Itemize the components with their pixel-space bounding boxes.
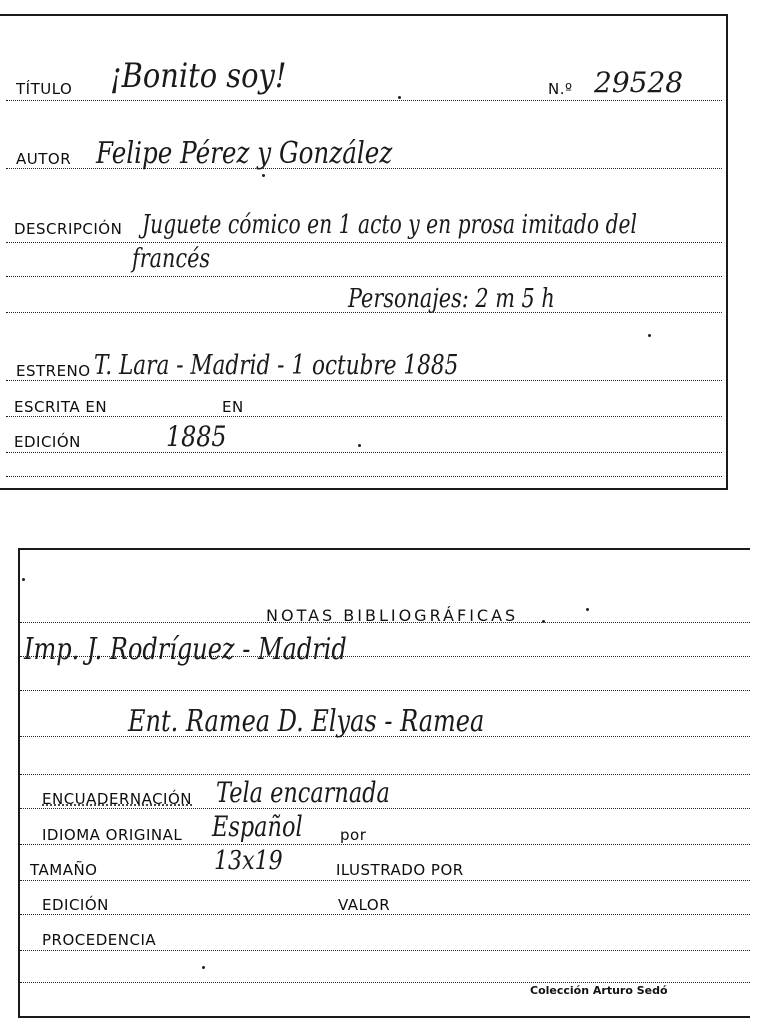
numero-value: 29528 xyxy=(594,66,684,99)
speck xyxy=(202,966,205,969)
tamano-value: 13x19 xyxy=(214,846,283,876)
idioma-original-value: Español xyxy=(212,810,303,843)
rule-procedencia xyxy=(20,950,750,951)
autor-value: Felipe Pérez y González xyxy=(96,136,393,171)
rule-note-4 xyxy=(20,774,750,775)
collection-credit: Colección Arturo Sedó xyxy=(530,984,668,997)
note-line-1: Imp. J. Rodríguez - Madrid xyxy=(24,632,347,667)
titulo-value: ¡Bonito soy! xyxy=(110,56,287,96)
rule-tamano xyxy=(20,880,750,881)
speck xyxy=(358,444,361,447)
encuadernacion-value: Tela encarnada xyxy=(216,776,390,809)
personajes-value: Personajes: 2 m 5 h xyxy=(348,284,555,314)
rule-titulo xyxy=(6,100,722,101)
speck xyxy=(648,334,651,337)
speck xyxy=(22,578,25,581)
rule-edicion xyxy=(20,914,750,915)
descripcion-label: DESCRIPCIÓN xyxy=(14,220,123,238)
rule-bottom xyxy=(20,982,750,983)
edicion-label-2: EDICIÓN xyxy=(42,896,109,914)
rule-bottom xyxy=(6,476,722,477)
descripcion-value-line2: francés xyxy=(132,244,211,274)
ilustrado-por-label: ILUSTRADO POR xyxy=(336,861,464,879)
autor-label: AUTOR xyxy=(16,150,72,168)
estreno-label: ESTRENO xyxy=(16,362,91,380)
en-label: EN xyxy=(222,398,244,416)
descripcion-value-line1: Juguete cómico en 1 acto y en prosa imitado del xyxy=(142,210,638,240)
idioma-original-label: IDIOMA ORIGINAL xyxy=(42,826,183,844)
rule-descripcion xyxy=(6,242,722,243)
notas-heading: NOTAS BIBLIOGRÁFICAS xyxy=(266,606,519,625)
escrita-en-label: ESCRITA EN xyxy=(14,398,108,416)
estreno-value: T. Lara - Madrid - 1 octubre 1885 xyxy=(94,350,459,381)
numero-label: N.º xyxy=(548,80,573,98)
speck xyxy=(586,608,589,611)
rule-escrita xyxy=(6,416,722,417)
speck xyxy=(398,96,401,99)
rule-descripcion-2 xyxy=(6,276,722,277)
edicion-value: 1885 xyxy=(166,420,227,453)
encuadernacion-label: ENCUADERNACIÓN xyxy=(42,790,193,808)
rule-edicion xyxy=(6,452,722,453)
procedencia-label: PROCEDENCIA xyxy=(42,931,157,949)
titulo-label: TÍTULO xyxy=(16,80,73,98)
tamano-label: TAMAÑO xyxy=(30,861,98,879)
valor-label: VALOR xyxy=(338,896,391,914)
rule-idioma xyxy=(20,844,750,845)
edicion-label: EDICIÓN xyxy=(14,433,81,451)
rule-note-2 xyxy=(20,690,750,691)
speck xyxy=(542,620,545,623)
speck xyxy=(262,174,265,177)
note-line-2: Ent. Ramea D. Elyas - Ramea xyxy=(128,704,485,739)
por-label: por xyxy=(340,826,367,844)
